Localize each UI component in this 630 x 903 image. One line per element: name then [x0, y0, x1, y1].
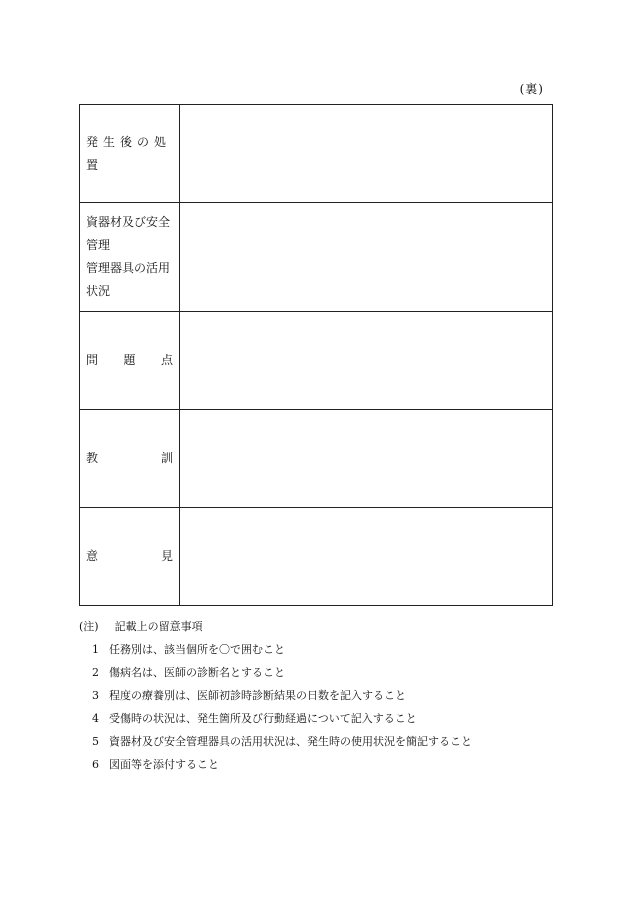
note-item — [91, 661, 472, 684]
notes-header — [79, 615, 472, 638]
notes-section — [79, 615, 472, 776]
note-text: 程度の療養別は、医師初診時診断結果の日数を記入すること — [109, 689, 406, 702]
row-label-cell — [80, 105, 180, 203]
row-label-char: 見 — [160, 549, 173, 563]
row-label-cell — [80, 203, 180, 312]
note-item — [91, 730, 472, 753]
note-number: 4 — [92, 712, 99, 725]
row-label-cell — [80, 312, 180, 410]
note-item — [91, 684, 472, 707]
notes-prefix: (注) — [79, 620, 99, 633]
row-label-line: 管理器具の活用 — [86, 261, 171, 275]
row-label-char: 問 — [86, 353, 99, 367]
notes-title: 記載上の留意事項 — [114, 620, 203, 633]
row-label: 発生後の処置 — [86, 134, 172, 172]
equipment-usage-field[interactable] — [180, 203, 553, 312]
note-item — [91, 638, 472, 661]
problems-field[interactable] — [180, 312, 553, 410]
post-incident-action-field[interactable] — [180, 105, 553, 203]
form-row-post-incident-action — [80, 105, 553, 203]
form-row-problems — [80, 312, 553, 410]
row-label-line: 状況 — [86, 284, 111, 298]
notes-list — [79, 638, 472, 776]
row-label — [86, 349, 173, 372]
row-label-cell — [80, 508, 180, 606]
row-label-char: 題 — [123, 353, 136, 367]
opinion-field[interactable] — [180, 508, 553, 606]
note-item — [91, 753, 472, 776]
note-number: 1 — [92, 643, 99, 656]
note-text: 資器材及び安全管理器具の活用状況は、発生時の使用状況を簡記すること — [109, 735, 472, 748]
note-number: 5 — [92, 735, 99, 748]
note-text: 傷病名は、医師の診断名とすること — [109, 666, 285, 679]
note-text: 受傷時の状況は、発生箇所及び行動経過について記入すること — [109, 712, 417, 725]
note-number: 3 — [92, 689, 99, 702]
row-label-cell — [80, 410, 180, 508]
form-row-lessons — [80, 410, 553, 508]
row-label-char: 意 — [86, 549, 99, 563]
row-label-line: 管理 — [86, 238, 111, 252]
page-side-label: (裏) — [519, 82, 544, 96]
note-text: 図面等を添付すること — [109, 758, 219, 771]
form-row-opinion — [80, 508, 553, 606]
report-form-table — [79, 104, 553, 606]
row-label-char: 教 — [86, 451, 99, 465]
row-label-line: 資器材及び安全 — [86, 215, 171, 229]
row-label — [86, 447, 173, 470]
note-item — [91, 707, 472, 730]
note-number: 6 — [92, 758, 99, 771]
row-label-char: 訓 — [160, 451, 173, 465]
note-number: 2 — [92, 666, 99, 679]
row-label — [86, 545, 173, 568]
lessons-field[interactable] — [180, 410, 553, 508]
form-row-equipment-usage — [80, 203, 553, 312]
note-text: 任務別は、該当個所を〇で囲むこと — [109, 643, 285, 656]
row-label-char: 点 — [160, 353, 173, 367]
